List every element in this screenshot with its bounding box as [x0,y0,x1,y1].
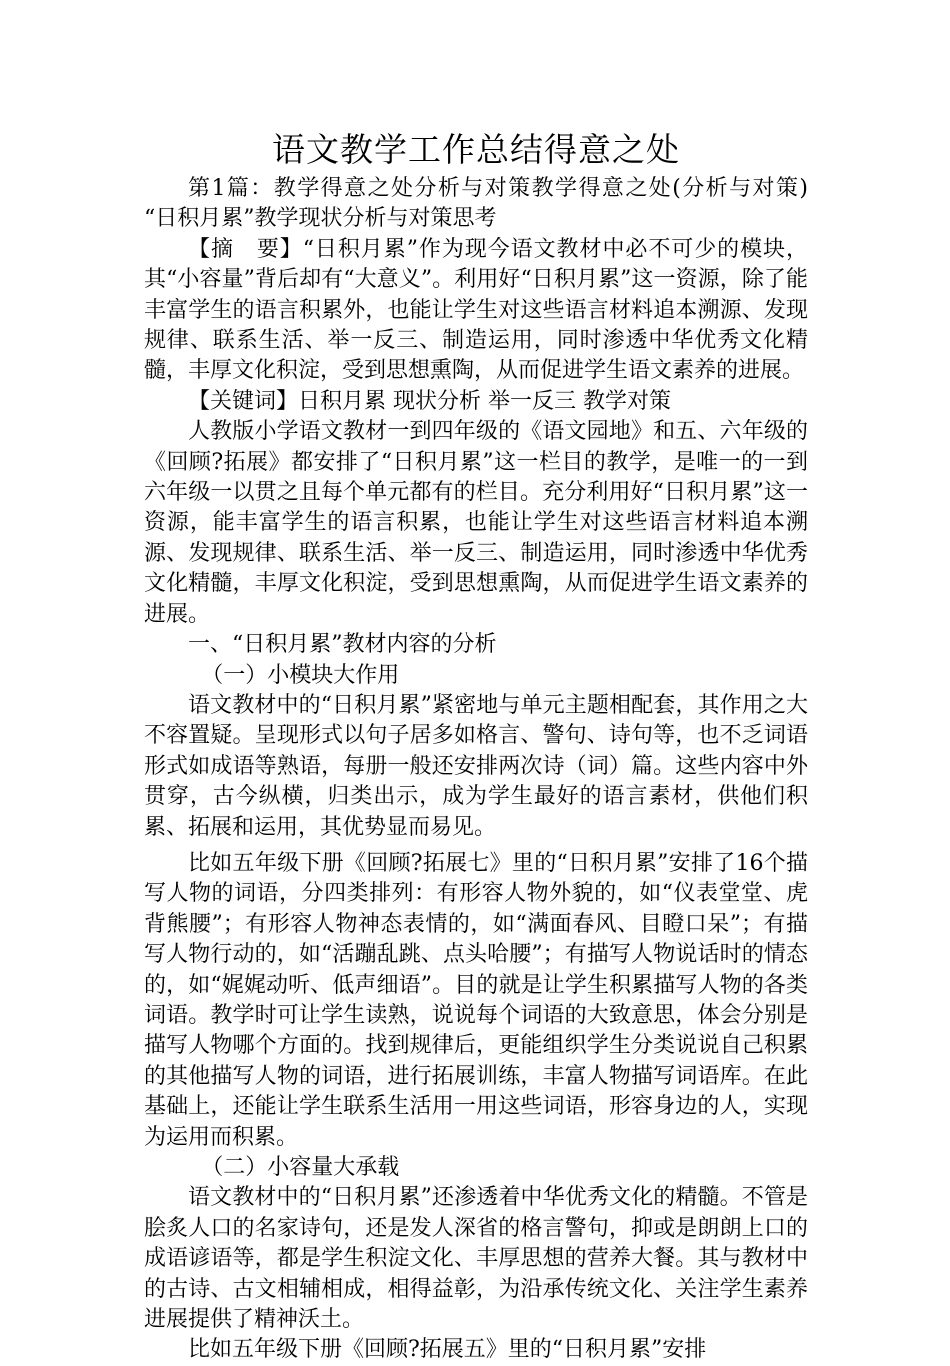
section-heading-1: 一、“日积月累”教材内容的分析 [188,632,497,658]
body-paragraph-4: 语文教材中的“日积月累”还渗透着中华优秀文化的精髓。不管是脍炙人口的名家诗句，还是发人深省的格言警句，抑或是朗朗上口的成语谚语等，都是学生积淀文化、丰厚思想的营养大餐。其与教材中的古诗、古文相辅相成，相得益彰，为沿承传统文化、关注学生素养进展提供了精神沃土。 [144,1185,808,1333]
abstract-paragraph: 【摘 要】“日积月累”作为现今语文教材中必不可少的模块，其“小容量”背后却有“大意义”。利用好“日积月累”这一资源，除了能丰富学生的语言积累外，也能让学生对这些语言材料追本溯源、发现规律、联系生活、举一反三、制造运用，同时渗透中华优秀文化精髓，丰厚文化积淀，受到思想熏陶，从而促进学生语文素养的进展。 [144,236,808,384]
document-title: 语文教学工作总结得意之处 [272,130,680,169]
body-paragraph-2: 语文教材中的“日积月累”紧密地与单元主题相配套，其作用之大不容置疑。呈现形式以句子居多如格言、警句、诗句等，也不乏词语形式如成语等熟语，每册一般还安排两次诗（词）篇。这些内容中外贯穿，古今纵横，归类出示，成为学生最好的语言素材，供他们积累、拓展和运用，其优势显而易见。 [144,692,808,840]
document-page [144,128,808,1366]
keywords-line: 【关键词】日积月累 现状分析 举一反三 教学对策 [188,388,671,414]
subsection-heading-1: （一）小模块大作用 [201,662,400,688]
body-paragraph-3: 比如五年级下册《回顾?拓展七》里的“日积月累”安排了16个描写人物的词语，分四类排列：有形容人物外貌的，如“仪表堂堂、虎背熊腰”；有形容人物神态表情的，如“满面春风、目瞪口呆”；有描写人物行动的，如“活蹦乱跳、点头哈腰”；有描写人物说话时的情态的，如“娓娓动听、低声细语”。目的就是让学生积累描写人物的各类词语。教学时可让学生读熟，说说每个词语的大致意思，体会分别是描写人物哪个方面的。找到规律后，更能组织学生分类说说自己积累的其他描写人物的词语，进行拓展训练，丰富人物描写词语库。在此基础上，还能让学生联系生活用一用这些词语，形容身边的人，实现为运用而积累。 [144,850,808,1150]
document-subtitle: 第1篇：教学得意之处分析与对策教学得意之处(分析与对策) “日积月累”教学现状分析与对策思考 [144,176,808,232]
subsection-heading-2: （二）小容量大承载 [201,1155,400,1180]
intro-paragraph: 人教版小学语文教材一到四年级的《语文园地》和五、六年级的《回顾?拓展》都安排了“日积月累”这一栏目的教学，是唯一的一到六年级一以贯之且每个单元都有的栏目。充分利用好“日积月累”这一资源，能丰富学生的语言积累，也能让学生对这些语言材料追本溯源、发现规律、联系生活、举一反三、制造运用，同时渗透中华优秀文化精髓，丰厚文化积淀，受到思想熏陶，从而促进学生语文素养的进展。 [144,419,808,627]
body-paragraph-5: 比如五年级下册《回顾?拓展五》里的“日积月累”安排 [188,1337,707,1363]
